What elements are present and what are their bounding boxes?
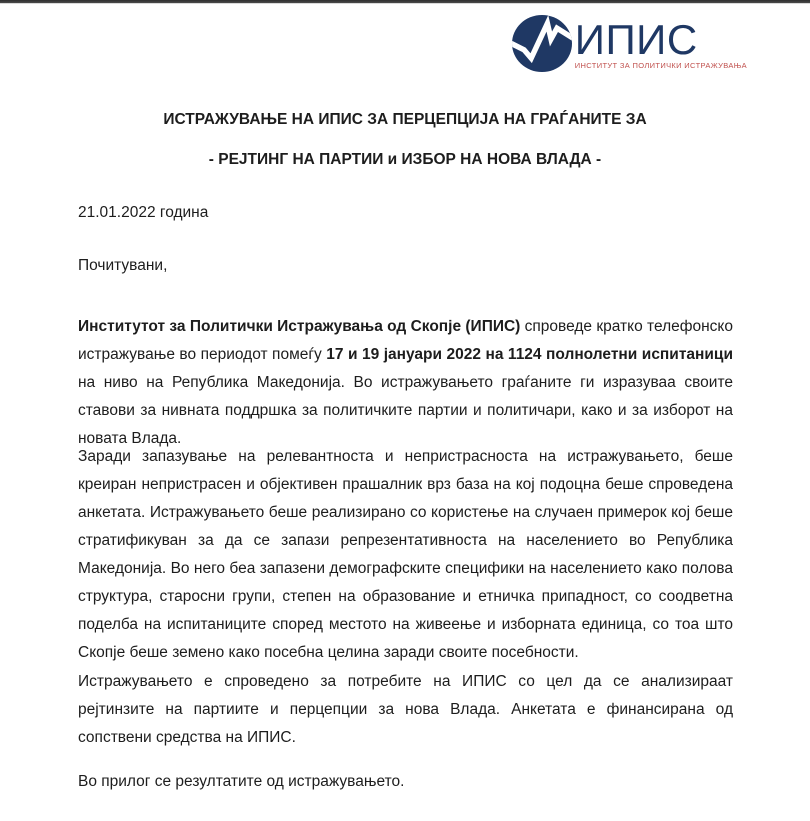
- top-edge-divider: [0, 0, 810, 4]
- paragraph-1-bold-dates: 17 и 19 јануари 2022 на 1124 полнолетни испитаници: [326, 345, 733, 363]
- paragraph-1: [78, 313, 733, 453]
- paragraph-4: Во прилог се резултатите од истражувањето.: [78, 772, 405, 790]
- paragraph-1-text-a: спроведе кратко телефонско истражување во периодот помеѓу: [78, 317, 733, 363]
- doc-title-line1: ИСТРАЖУВАЊЕ НА ИПИС ЗА ПЕРЦЕПЦИЈА НА ГРАЃАНИТЕ ЗА: [163, 111, 647, 128]
- ipis-logo: [512, 15, 747, 72]
- paragraph-1-bold-intro: Институтот за Политички Истражувања од Скопје (ИПИС): [78, 317, 521, 335]
- logo-tagline: ИНСТИТУТ ЗА ПОЛИТИЧКИ ИСТРАЖУВАЊА: [574, 61, 747, 70]
- logo-wordmark: ИПИС: [574, 16, 698, 63]
- greeting: Почитувани,: [78, 257, 168, 274]
- logo-text-block: [574, 16, 747, 70]
- paragraph-2: Заради запазување на релевантноста и непристрасноста на истражувањето, беше креиран непристрасен и објективен прашалник врз база на кој подоцна беше спроведена анкетата. Истражувањето беше реализирано со користење на случаен примерок кој беше стратификуван за да се запази репрезентативноста на населението во Република Македонија. Во него беа запазени демографските специфики на населението како полова структура, старосни групи, степен на образование и етничка припадност, со соодветна поделба на испитаниците според местото на живеење и изборната единица, со тоа што Скопје беше земено како посебна целина заради своите посебности.: [78, 447, 733, 661]
- date-line: 21.01.2022 година: [78, 204, 209, 221]
- pulse-line-icon: [512, 15, 572, 72]
- paragraph-3: Истражувањето е спроведено за потребите на ИПИС со цел да се анализираат рејтинзите на партиите и перцепции за нова Влада. Анкетата е финансирана од сопствени средства на ИПИС.: [78, 672, 733, 746]
- doc-title-line2: - РЕЈТИНГ НА ПАРТИИ и ИЗБОР НА НОВА ВЛАДА -: [208, 151, 602, 168]
- paragraph-1-text-b: на ниво на Република Македонија. Во истражувањето граѓаните ги изразуваа своите ставови за нивната поддршка за политичките партии и политичари, како и за изборот на новата Влада.: [78, 373, 733, 447]
